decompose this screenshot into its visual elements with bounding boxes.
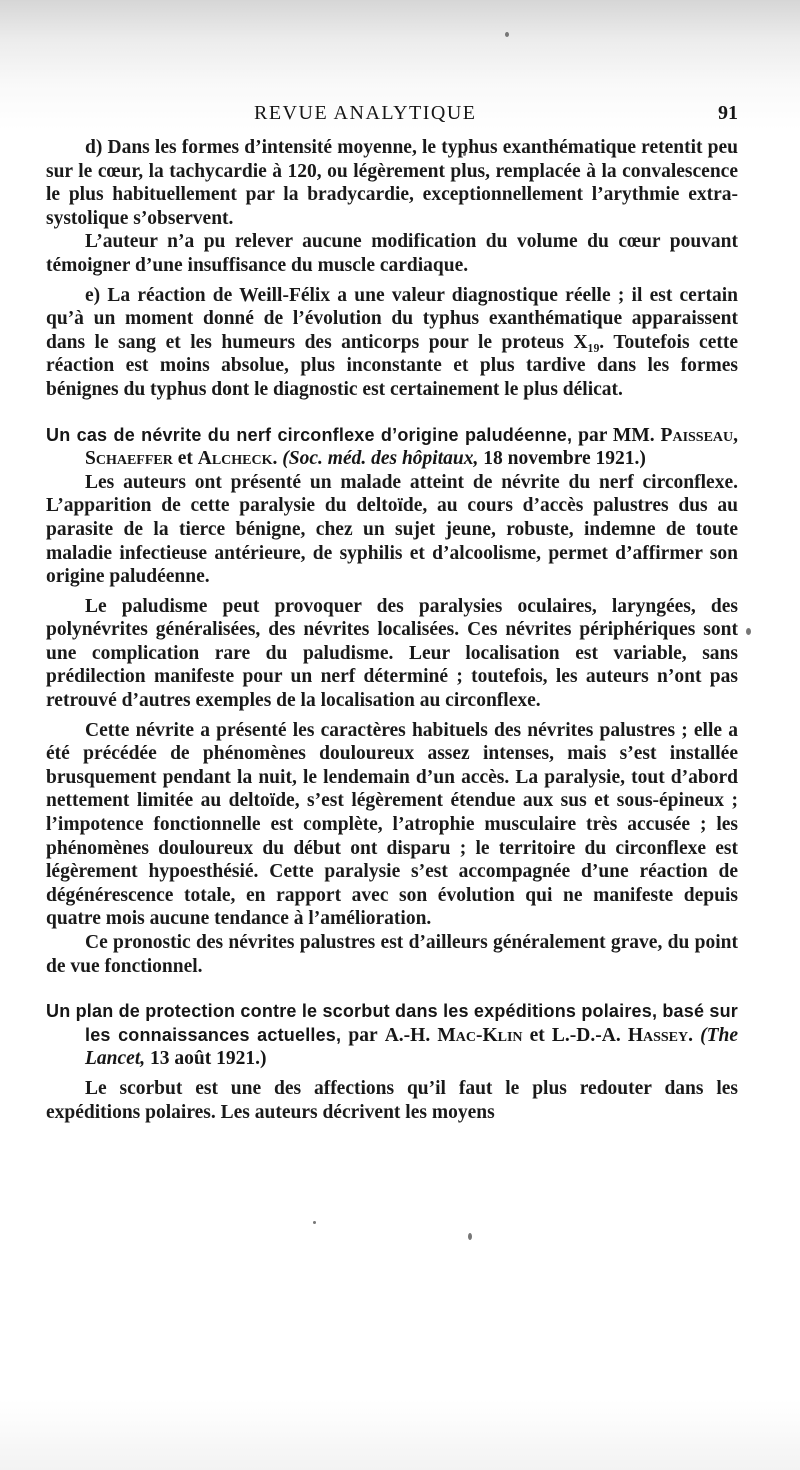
article-heading bbox=[46, 424, 738, 471]
running-header bbox=[46, 100, 738, 136]
article-paragraph: Le paludisme peut provoquer des paralysies oculaires, laryngées, des polynévrites généralisées, des névrites localisées. Ces névrites périphériques sont une complication rare du paludisme. Leur localisation est variable, sans prédilection manifeste pour un nerf déterminé ; toutefois, les auteurs n’ont pas retrouvé d’autres exemples de la localisation au circonflexe. bbox=[46, 595, 738, 712]
article-and: et bbox=[529, 1024, 545, 1046]
page-content bbox=[46, 100, 738, 1124]
scan-speck bbox=[313, 1221, 316, 1224]
article-date: 13 août 1921.) bbox=[149, 1048, 267, 1070]
spacer bbox=[46, 978, 738, 1000]
paragraph-cardiac: L’auteur n’a pu relever aucune modification du volume du cœur pouvant témoigner d’une insuffisance du muscle cardiaque. bbox=[46, 231, 738, 276]
article-and: et bbox=[177, 448, 193, 470]
article-paragraph: Les auteurs ont présenté un malade atteint de névrite du nerf circonflexe. L’apparition de cette paralysie du deltoïde, au cours d’accès palustres dus au parasite de la tierce bénigne, chez un sujet jeune, robuste, indemne de toute maladie infectieuse antérieure, de syphilis et d’alcoolisme, permet d’affirmer son origine paludéenne. bbox=[46, 471, 738, 588]
article-date: 18 novembre 1921.) bbox=[483, 448, 646, 470]
scan-speck bbox=[468, 1233, 472, 1240]
article-author-last: Alcheck. bbox=[197, 448, 278, 470]
article-title: Un cas de névrite du nerf circonflexe d’origine paludéenne, bbox=[46, 424, 573, 445]
article-paragraph: Le scorbut est une des affections qu’il faut le plus redouter dans les expéditions polaires. Les auteurs décrivent les moyens bbox=[46, 1077, 738, 1123]
paragraph-d: d) Dans les formes d’intensité moyenne, le typhus exanthématique retentit peu sur le cœur, la tachycardie à 120, ou légèrement plus, remplacée à la convalescence le plus habituellement par la bradycardie, exceptionnellement l’arythmie extra-systolique s’observent. bbox=[46, 137, 738, 229]
article-source: (Soc. méd. des hôpitaux, bbox=[282, 448, 479, 470]
page-number: 91 bbox=[718, 102, 738, 124]
article-by: par bbox=[348, 1024, 378, 1046]
article-by: par MM. bbox=[578, 424, 655, 446]
article-heading bbox=[46, 1000, 738, 1071]
paragraph-e: e) La réaction de Weill-Félix a une valeur diagnostique réelle ; il est certain qu’à un moment donné de l’évolution du typhus exanthématique apparaissent dans le sang et les humeurs des anticorps pour le proteus X₁₉. Toutefois cette réaction est moins absolue, plus inconstante et plus tardive dans les formes bénignes du typhus dont le diagnostic est certainement le plus délicat. bbox=[46, 284, 738, 400]
article-authors: A.-H. Mac-Klin bbox=[384, 1024, 523, 1046]
article-author-last: L.-D.-A. Hassey. bbox=[551, 1024, 693, 1046]
scan-speck bbox=[746, 628, 751, 635]
article-paragraph: Ce pronostic des névrites palustres est d’ailleurs généralement grave, du point de vue fonctionnel. bbox=[46, 932, 738, 977]
article-authors: Paisseau, Schaeffer bbox=[85, 424, 739, 470]
spacer bbox=[46, 402, 738, 424]
article-source: (The Lancet, bbox=[85, 1024, 739, 1070]
journal-title: REVUE ANALYTIQUE bbox=[254, 102, 477, 124]
article-paragraph: Cette névrite a présenté les caractères habituels des névrites palustres ; elle a été précédée de phénomènes douloureux assez intenses, mais s’est installée brusquement pendant la nuit, le lendemain d’un accès. La paralysie, tout d’abord nettement limitée au deltoïde, s’est légèrement étendue aux sus et sous-épineux ; l’impotence fonctionnelle est complète, l’atrophie musculaire très accusée ; les phénomènes douloureux du début ont disparu ; le territoire du circonflexe est légèrement hypoesthésié. Cette paralysie s’est accompagnée d’une réaction de dégénérescence totale, en rapport avec son évolution qui ne manifeste depuis quatre mois aucune tendance à l’amélioration. bbox=[46, 719, 738, 930]
article-title: Un plan de protection contre le scorbut dans les expéditions polaires, basé sur les connaissances actuelles, bbox=[46, 1001, 738, 1045]
scan-speck bbox=[505, 32, 509, 37]
